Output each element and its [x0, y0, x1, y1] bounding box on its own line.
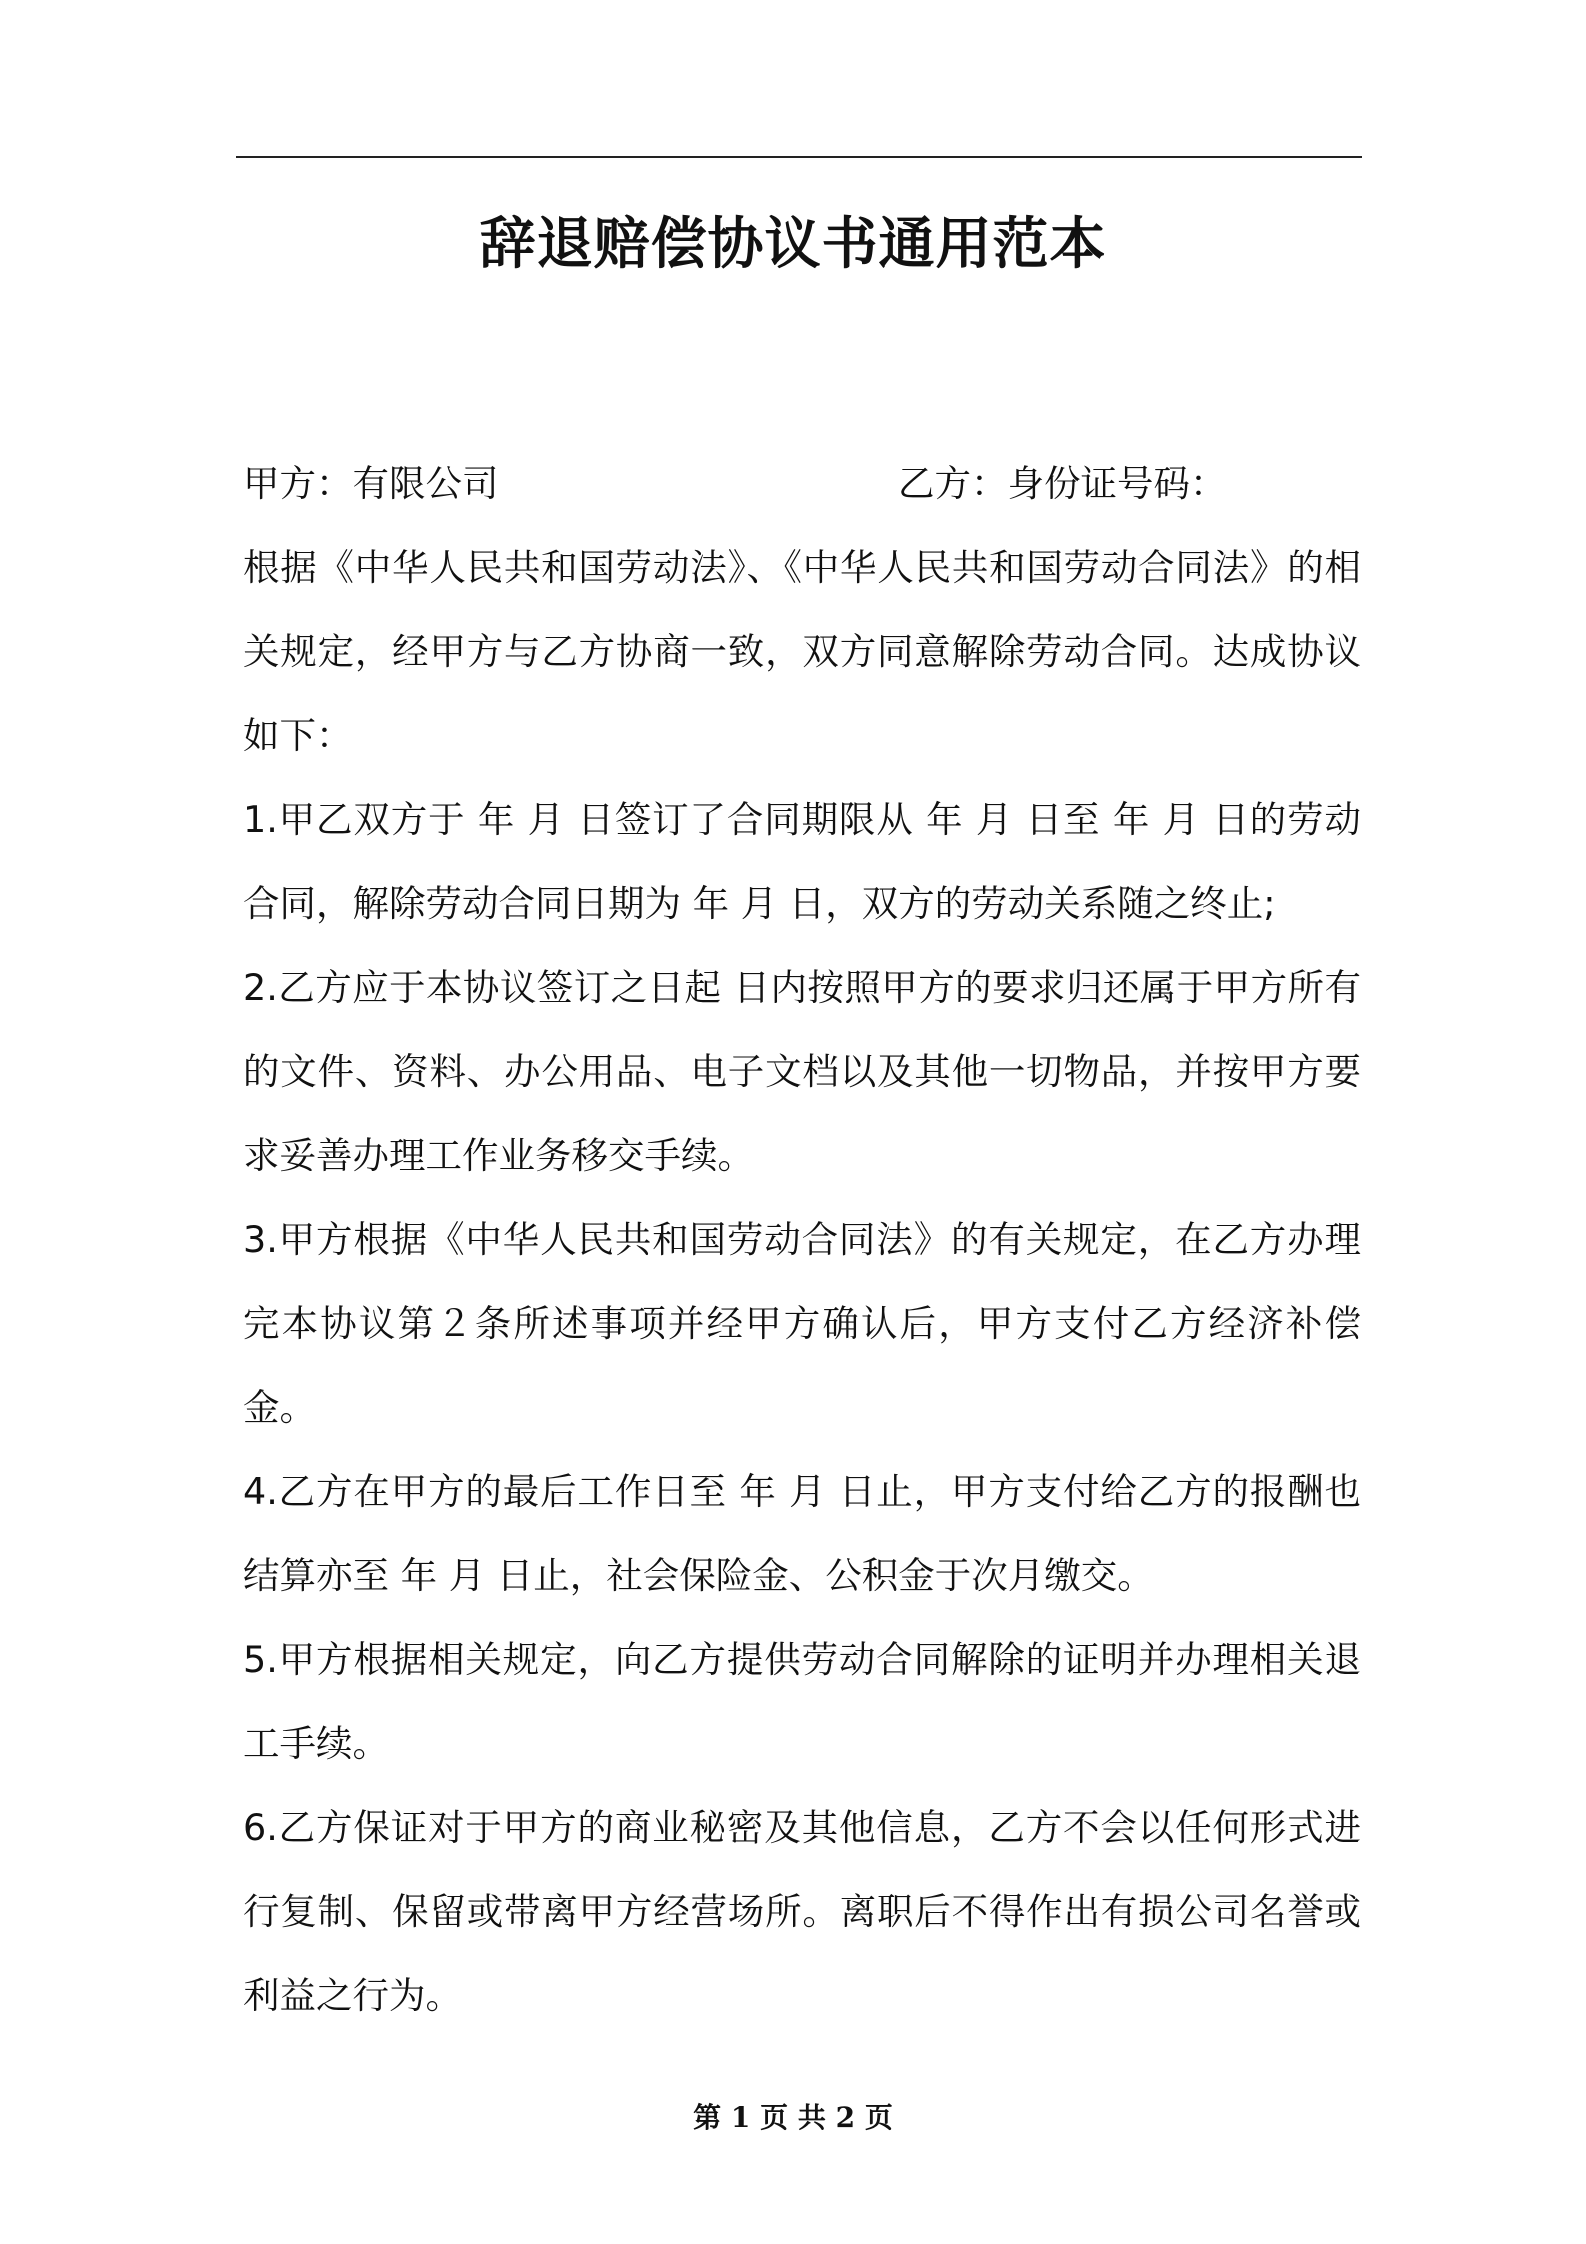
parties-row — [243, 442, 1361, 526]
clause-1: 1.甲乙双方于 年 月 日签订了合同期限从 年 月 日至 年 月 日的劳动合同，解除劳动合同日期为 年 月 日，双方的劳动关系随之终止; — [243, 798, 1361, 925]
party-a: 甲方：有限公司 — [243, 462, 499, 505]
header-rule — [236, 156, 1362, 158]
document-title: 辞退赔偿协议书通用范本 — [479, 212, 1107, 277]
page-number: 第 1 页 共 2 页 — [693, 2101, 893, 2134]
clause-4: 4.乙方在甲方的最后工作日至 年 月 日止，甲方支付给乙方的报酬也结算亦至 年 月 日止，社会保险金、公积金于次月缴交。 — [243, 1470, 1361, 1597]
document-body — [243, 442, 1361, 2038]
clause-2: 2.乙方应于本协议签订之日起 日内按照甲方的要求归还属于甲方所有的文件、资料、办公用品、电子文档以及其他一切物品，并按甲方要求妥善办理工作业务移交手续。 — [243, 966, 1361, 1177]
intro-paragraph: 根据《中华人民共和国劳动法》、《中华人民共和国劳动合同法》的相关规定，经甲方与乙方协商一致，双方同意解除劳动合同。达成协议如下： — [243, 546, 1361, 757]
clause-5: 5.甲方根据相关规定，向乙方提供劳动合同解除的证明并办理相关退工手续。 — [243, 1638, 1361, 1765]
party-b: 乙方：身份证号码： — [898, 462, 1227, 505]
clause-3: 3.甲方根据《中华人民共和国劳动合同法》的有关规定，在乙方办理完本协议第２条所述事项并经甲方确认后，甲方支付乙方经济补偿金。 — [243, 1218, 1361, 1429]
clause-6: 6.乙方保证对于甲方的商业秘密及其他信息，乙方不会以任何形式进行复制、保留或带离甲方经营场所。离职后不得作出有损公司名誉或利益之行为。 — [243, 1806, 1361, 2017]
